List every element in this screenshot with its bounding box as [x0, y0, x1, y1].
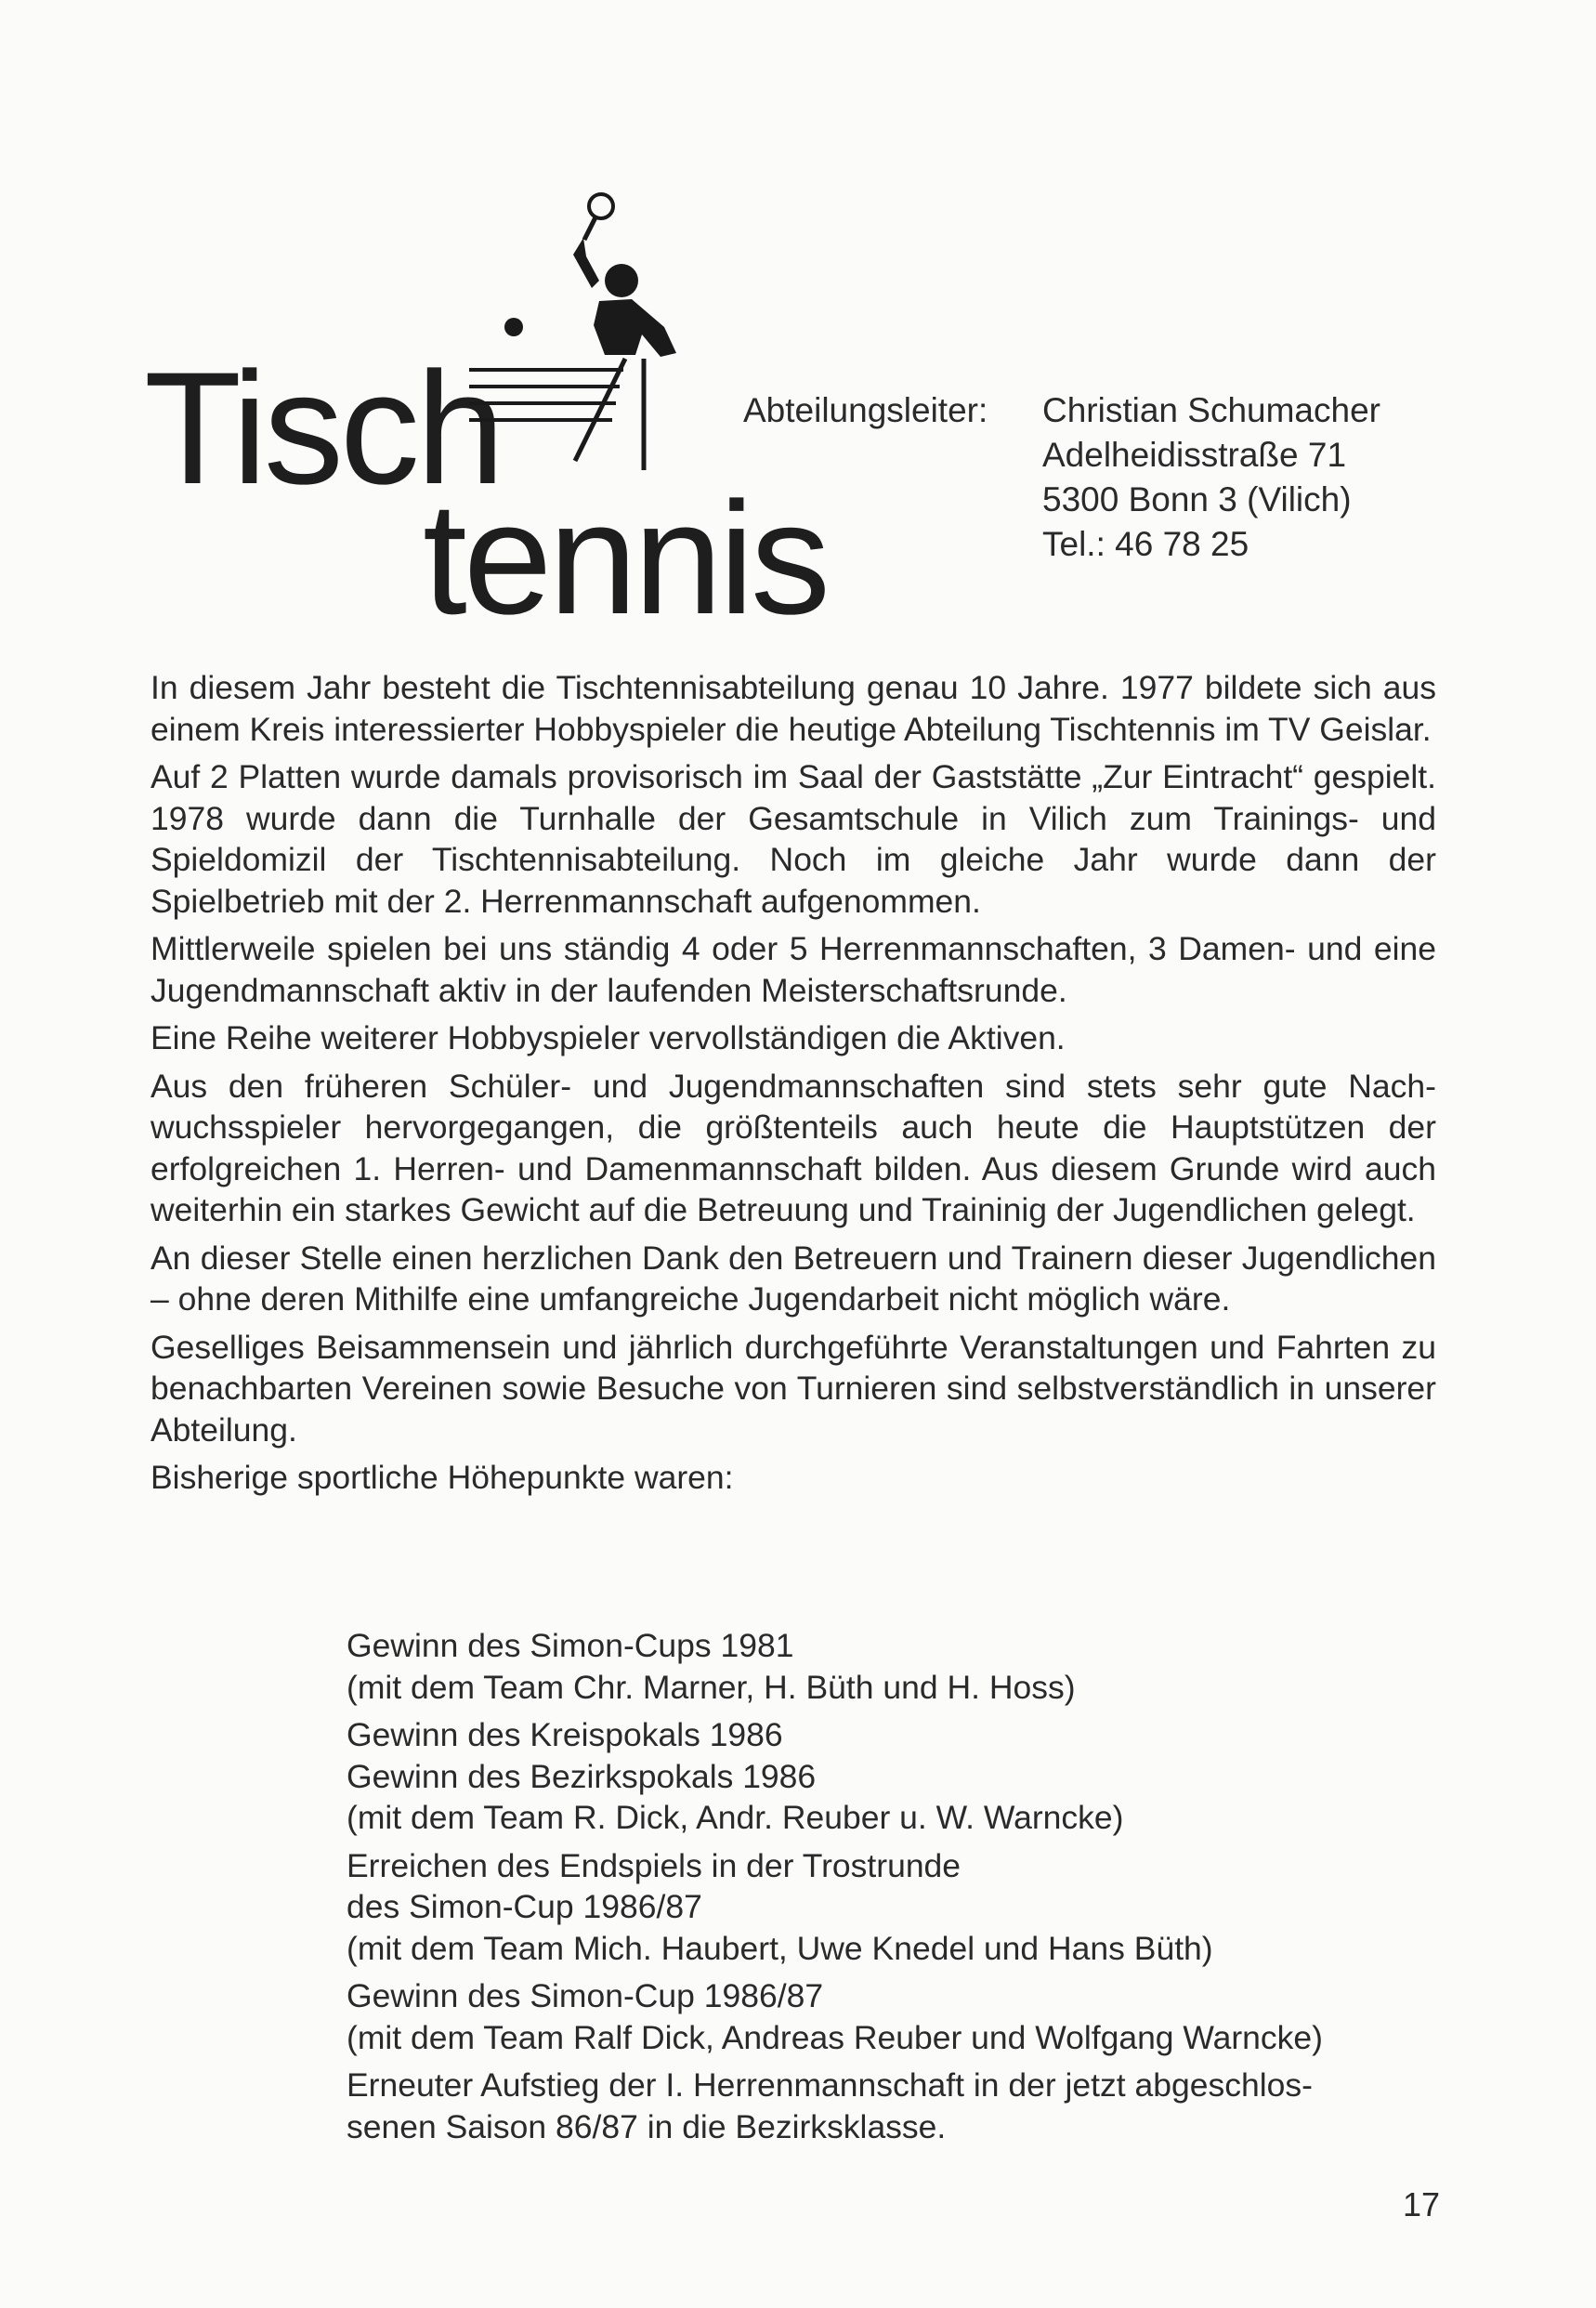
contact-row-phone	[743, 522, 1380, 567]
contact-name: Christian Schumacher	[1042, 391, 1380, 429]
highlights-list	[347, 1625, 1443, 2154]
highlight-item	[347, 2065, 1443, 2147]
highlight-line: senen Saison 86/87 in die Bezirksklasse.	[347, 2107, 947, 2145]
contact-row-street	[743, 433, 1380, 478]
contact-label: Abteilungsleiter:	[743, 391, 988, 429]
body-paragraph: Aus den früheren Schüler- und Jugendmannschaften sind stets sehr gute Nachwuchsspieler hervorgegangen, die größtenteils auch heute die Hauptstützen der erfolgreichen 1. Herren- und Damenmannschaft bilden. Aus diesem Grunde wird auch weiterhin ein starkes Gewicht auf die Betreuung und Traininig der Jugendlichen gelegt.	[150, 1067, 1436, 1228]
body-paragraph: Auf 2 Platten wurde damals provisorisch im Saal der Gaststätte „Zur Eintracht“ gespielt. 1978 wurde dann die Turnhalle der Gesamtschule in Vilich zum Trainings- und Spieldomizil der Tischtennisabteilung. Noch im gleiche Jahr wurde dann der Spielbetrieb mit der 2. Herrenmannschaft aufgenommen.	[150, 758, 1436, 920]
logo-word-tennis: tennis	[423, 469, 827, 648]
highlight-line: Gewinn des Kreispokals 1986	[347, 1716, 783, 1753]
article-body	[150, 667, 1436, 1505]
highlight-item	[347, 1625, 1443, 1708]
logo-word-tisch: Tisch	[144, 339, 502, 518]
highlight-line: des Simon-Cup 1986/87	[347, 1888, 702, 1925]
highlight-line: Gewinn des Simon-Cups 1981	[347, 1627, 794, 1664]
body-paragraph: Eine Reihe weiterer Hobbyspieler vervollständigen die Aktiven.	[150, 1019, 1066, 1056]
department-contact	[743, 388, 1380, 567]
highlight-line: Gewinn des Bezirkspokals 1986	[347, 1757, 817, 1795]
highlight-item	[347, 1845, 1443, 1970]
contact-street: Adelheidisstraße 71	[1042, 436, 1347, 474]
highlight-line: (mit dem Team Ralf Dick, Andreas Reuber und Wolfgang Warncke)	[347, 2018, 1323, 2056]
body-paragraph: Mittlerweile spielen bei uns ständig 4 oder 5 Herrenmannschaften, 3 Damen- und eine Jugendmannschaft aktiv in der laufenden Meisterschaftsrunde.	[150, 930, 1436, 1009]
body-paragraph: In diesem Jahr besteht die Tischtennisabteilung genau 10 Jahre. 1977 bildete sich aus einem Kreis interessierter Hobbyspieler die heutige Abteilung Tischtennis im TV Geislar.	[150, 669, 1436, 748]
contact-phone: Tel.: 46 78 25	[1042, 525, 1249, 563]
body-paragraph: An dieser Stelle einen herzlichen Dank den Betreuern und Trainern dieser Jugendlichen – ohne deren Mithilfe eine umfangreiche Jugendarbeit nicht möglich wäre.	[150, 1239, 1436, 1318]
contact-row-city	[743, 478, 1380, 522]
table-tennis-logo	[144, 186, 827, 648]
contact-city: 5300 Bonn 3 (Vilich)	[1042, 480, 1352, 518]
highlight-line: Gewinn des Simon-Cup 1986/87	[347, 1977, 824, 2014]
highlight-item	[347, 1975, 1443, 2058]
table-tennis-player-icon	[460, 186, 701, 492]
highlight-line: (mit dem Team R. Dick, Andr. Reuber u. W. Warncke)	[347, 1799, 1124, 1836]
highlight-item	[347, 1714, 1443, 1839]
contact-row-name	[743, 388, 1380, 433]
body-paragraph: Geselliges Beisammensein und jährlich durchgeführte Veranstaltungen und Fahrten zu benachbarten Vereinen sowie Besuche von Turnieren sind selbstverständlich in unserer Abteilung.	[150, 1328, 1436, 1449]
page-number: 17	[1402, 2185, 1440, 2223]
highlight-line: Erneuter Aufstieg der I. Herrenmannschaft in der jetzt abgeschlos-	[347, 2066, 1313, 2104]
highlights-intro: Bisherige sportliche Höhepunkte waren:	[150, 1459, 734, 1496]
highlight-line: (mit dem Team Mich. Haubert, Uwe Knedel und Hans Büth)	[347, 1929, 1213, 1967]
highlight-line: Erreichen des Endspiels in der Trostrunde	[347, 1846, 962, 1884]
highlight-line: (mit dem Team Chr. Marner, H. Büth und H. Hoss)	[347, 1668, 1076, 1706]
